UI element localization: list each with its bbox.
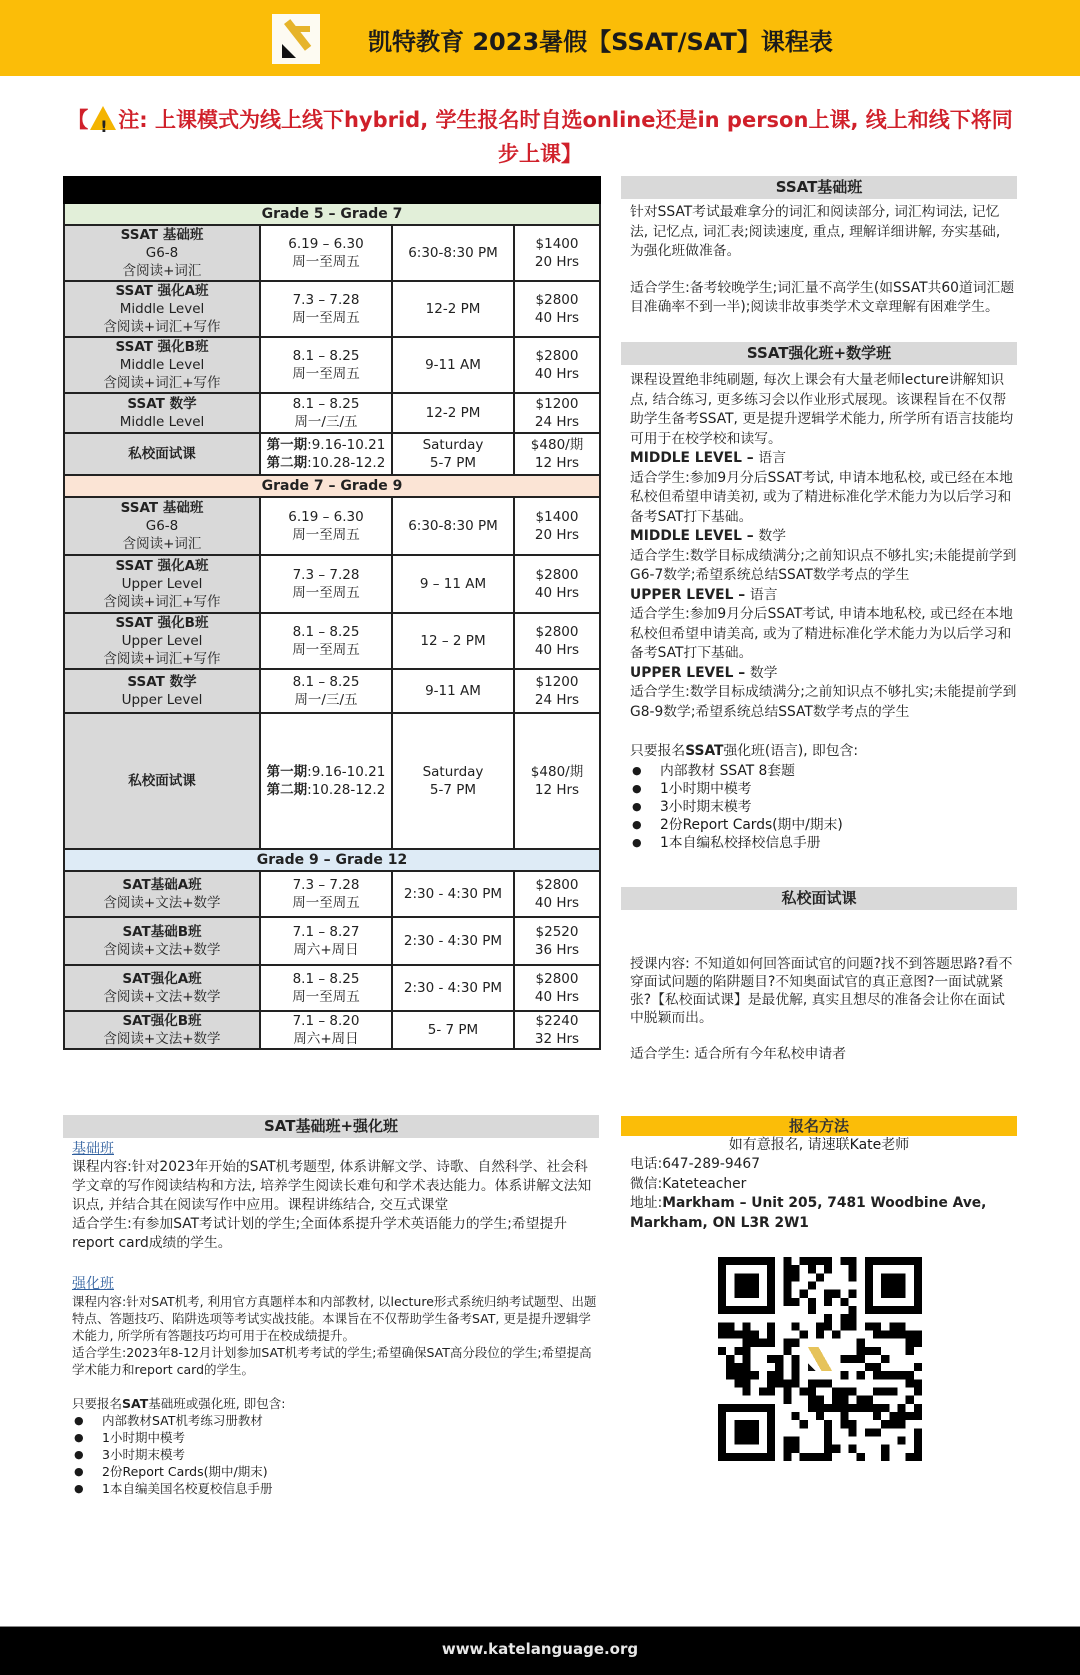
course-name-cell: SSAT 强化A班 Middle Level 含阅读+词汇+写作 bbox=[64, 281, 260, 337]
dates-cell: 8.1 – 8.25 周一/三/五 bbox=[260, 393, 392, 433]
grade-header-row bbox=[64, 203, 600, 225]
list-item: ● 3小时期末模考 bbox=[630, 798, 1017, 816]
table-row bbox=[64, 713, 600, 849]
kate-logo-icon bbox=[272, 14, 320, 64]
wechat-row: 微信:Kateteacher bbox=[630, 1175, 747, 1192]
course-name-cell: SSAT 基础班 G6-8 含阅读+词汇 bbox=[64, 225, 260, 281]
time-cell: Saturday 5-7 PM bbox=[392, 713, 514, 849]
table-row bbox=[64, 281, 600, 337]
section-heading: SSAT基础班 bbox=[621, 176, 1017, 199]
level-list bbox=[621, 449, 1017, 722]
section-heading: 私校面试课 bbox=[621, 887, 1017, 910]
sat-includes-intro: 只要报名SAT基础班或强化班, 即包含: bbox=[72, 1396, 286, 1411]
grade-header-row bbox=[64, 475, 600, 497]
ssat-basic-desc: 针对SSAT考试最难拿分的词汇和阅读部分, 词汇构词法, 记忆法, 记忆点, 词汇表;阅读速度, 重点, 理解详细讲解, 夯实基础, 为强化班做准备。 bbox=[630, 204, 1001, 259]
sat-includes-list bbox=[63, 1412, 599, 1497]
time-cell: 2:30 - 4:30 PM bbox=[392, 871, 514, 917]
ssat-advanced-section bbox=[621, 342, 1017, 852]
notice-text: 注: 上课模式为线上线下hybrid, 学生报名时自选online还是in person上课, 线上和线下将同步上课】 bbox=[118, 108, 1013, 166]
dates-cell: 7.3 – 7.28 周一至周五 bbox=[260, 281, 392, 337]
level-block: UPPER LEVEL – 语言 适合学生:参加9月分后SSAT考试, 申请本地私校, 或已经在本地私校但希望申请美高, 或为了精进标准化学术能力为以后学习和备考SAT打下基础。 bbox=[630, 586, 1013, 661]
section-heading: SAT基础班+强化班 bbox=[63, 1115, 599, 1138]
grade-label: Grade 7 – Grade 9 bbox=[64, 475, 600, 497]
course-name-cell: SAT基础B班 含阅读+文法+数学 bbox=[64, 917, 260, 965]
course-name-cell: SSAT 数学 Upper Level bbox=[64, 669, 260, 713]
price-cell: $1400 20 Hrs bbox=[514, 225, 600, 281]
dates-cell: 6.19 – 6.30 周一至周五 bbox=[260, 225, 392, 281]
dates-cell: 8.1 – 8.25 周一/三/五 bbox=[260, 669, 392, 713]
wechat-id[interactable]: Kateteacher bbox=[662, 1175, 747, 1192]
table-row bbox=[64, 497, 600, 555]
dates-cell: 8.1 – 8.25 周一至周五 bbox=[260, 613, 392, 669]
price-cell: $2800 40 Hrs bbox=[514, 281, 600, 337]
price-cell: $2800 40 Hrs bbox=[514, 871, 600, 917]
time-cell: 2:30 - 4:30 PM bbox=[392, 917, 514, 965]
time-cell: Saturday 5-7 PM bbox=[392, 433, 514, 475]
list-item: ● 1本自编私校择校信息手册 bbox=[630, 834, 1017, 852]
time-cell: 6:30-8:30 PM bbox=[392, 497, 514, 555]
notice-bracket: 【 bbox=[67, 108, 89, 132]
table-row bbox=[64, 669, 600, 713]
course-name-cell: SSAT 基础班 G6-8 含阅读+词汇 bbox=[64, 497, 260, 555]
time-cell: 12-2 PM bbox=[392, 393, 514, 433]
dates-cell: 第一期:9.16-10.21 第二期:10.28-12.2 bbox=[260, 713, 392, 849]
qr-code-icon bbox=[718, 1257, 922, 1461]
interview-suitable: 适合学生: 适合所有今年私校申请者 bbox=[630, 1046, 846, 1062]
list-item: ● 1小时期中模考 bbox=[72, 1429, 599, 1446]
time-cell: 12-2 PM bbox=[392, 281, 514, 337]
includes-intro: 只要报名SSAT强化班(语言), 即包含: bbox=[630, 743, 859, 759]
course-name-cell: SAT基础A班 含阅读+文法+数学 bbox=[64, 871, 260, 917]
sat-basic-suitable: 适合学生:有参加SAT考试计划的学生;全面体系提升学术英语能力的学生;希望提升report card成绩的学生。 bbox=[72, 1216, 568, 1251]
signup-intro: 如有意报名, 请速联Kate老师 bbox=[728, 1137, 910, 1153]
table-row bbox=[64, 613, 600, 669]
table-row bbox=[64, 917, 600, 965]
dates-cell: 7.1 – 8.20 周六+周日 bbox=[260, 1011, 392, 1049]
list-item: ● 1本自编美国名校夏校信息手册 bbox=[72, 1480, 599, 1497]
table-row bbox=[64, 871, 600, 917]
ssat-basic-suitable: 适合学生:备考较晚学生;词汇量不高学生(如SSAT共60道词汇题目准确率不到一半);阅读非故事类学术文章理解有困难学生。 bbox=[630, 279, 1015, 315]
course-name-cell: SAT强化B班 含阅读+文法+数学 bbox=[64, 1011, 260, 1049]
ssat-includes-list bbox=[621, 762, 1017, 852]
level-block: MIDDLE LEVEL – 数学 适合学生:数学目标成绩满分;之前知识点不够扎实;未能提前学到G6-7数学;希望系统总结SSAT数学考点的学生 bbox=[630, 528, 1017, 583]
ssat-basic-section bbox=[621, 176, 1017, 318]
price-cell: $1200 24 Hrs bbox=[514, 393, 600, 433]
grade-label: Grade 5 – Grade 7 bbox=[64, 203, 600, 225]
course-name-cell: 私校面试课 bbox=[64, 713, 260, 849]
phone-row: 电话:647-289-9467 bbox=[630, 1156, 760, 1172]
price-cell: $2240 32 Hrs bbox=[514, 1011, 600, 1049]
interview-section bbox=[621, 887, 1017, 1065]
price-cell: $480/期 12 Hrs bbox=[514, 433, 600, 475]
section-heading: SSAT强化班+数学班 bbox=[621, 342, 1017, 365]
level-block: MIDDLE LEVEL – 语言 适合学生:参加9月分后SSAT考试, 申请本地私校, 或已经在本地私校但希望申请美初, 或为了精进标准化学术能力为以后学习和备考SAT打下基础。 bbox=[630, 450, 1013, 525]
course-name-cell: SSAT 强化B班 Upper Level 含阅读+词汇+写作 bbox=[64, 613, 260, 669]
ssat-advanced-desc: 课程设置绝非纯刷题, 每次上课会有大量老师lecture讲解知识点, 结合练习, 更多练习会以作业形式展现。该课程旨在不仅帮助学生备考SSAT, 更是提升逻辑学术能力, 所学所有语言技能均可用于在校学校和读写。 bbox=[630, 372, 1014, 447]
price-cell: $2520 36 Hrs bbox=[514, 917, 600, 965]
price-cell: $2800 40 Hrs bbox=[514, 613, 600, 669]
phone-number[interactable]: 647-289-9467 bbox=[662, 1156, 760, 1172]
level-block: UPPER LEVEL – 数学 适合学生:数学目标成绩满分;之前知识点不够扎实;未能提前学到G8-9数学;希望系统总结SSAT数学考点的学生 bbox=[630, 664, 1017, 720]
time-cell: 6:30-8:30 PM bbox=[392, 225, 514, 281]
table-row bbox=[64, 225, 600, 281]
list-item: ● 1小时期中模考 bbox=[630, 780, 1017, 798]
signup-section bbox=[621, 1116, 1017, 1233]
dates-cell: 7.3 – 7.28 周一至周五 bbox=[260, 871, 392, 917]
course-name-cell: SSAT 强化B班 Middle Level 含阅读+词汇+写作 bbox=[64, 337, 260, 393]
list-item: ● 2份Report Cards(期中/期末) bbox=[630, 816, 1017, 834]
price-cell: $2800 40 Hrs bbox=[514, 555, 600, 613]
time-cell: 12 – 2 PM bbox=[392, 613, 514, 669]
warning-icon bbox=[90, 106, 116, 130]
page-title: 凯特教育 2023暑假【SSAT/SAT】课程表 bbox=[368, 28, 833, 56]
time-cell: 9-11 AM bbox=[392, 669, 514, 713]
address-row-2: Markham, ON L3R 2W1 bbox=[630, 1214, 809, 1231]
course-name-cell: SSAT 强化A班 Upper Level 含阅读+词汇+写作 bbox=[64, 555, 260, 613]
course-name-cell: 私校面试课 bbox=[64, 433, 260, 475]
list-item: ● 2份Report Cards(期中/期末) bbox=[72, 1463, 599, 1480]
dates-cell: 7.3 – 7.28 周一至周五 bbox=[260, 555, 392, 613]
schedule-table bbox=[63, 176, 601, 1050]
course-name-cell: SSAT 数学 Middle Level bbox=[64, 393, 260, 433]
table-row bbox=[64, 337, 600, 393]
table-row bbox=[64, 555, 600, 613]
section-heading: 报名方法 bbox=[621, 1116, 1017, 1136]
price-cell: $2800 40 Hrs bbox=[514, 965, 600, 1011]
price-cell: $2800 40 Hrs bbox=[514, 337, 600, 393]
price-cell: $1200 24 Hrs bbox=[514, 669, 600, 713]
table-row bbox=[64, 1011, 600, 1049]
list-item: ● 内部教材 SSAT 8套题 bbox=[630, 762, 1017, 780]
sat-advanced-link[interactable]: 强化班 bbox=[72, 1276, 114, 1292]
sat-advanced-suitable: 适合学生:2023年8-12月计划参加SAT机考考试的学生;希望确保SAT高分段位的学生;希望提高学术能力和report card的学生。 bbox=[72, 1345, 592, 1377]
grade-header-row bbox=[64, 849, 600, 871]
list-item: ● 3小时期末模考 bbox=[72, 1446, 599, 1463]
table-row bbox=[64, 965, 600, 1011]
dates-cell: 6.19 – 6.30 周一至周五 bbox=[260, 497, 392, 555]
table-row bbox=[64, 393, 600, 433]
footer-bar bbox=[0, 1626, 1080, 1675]
grade-label: Grade 9 – Grade 12 bbox=[64, 849, 600, 871]
price-cell: $480/期 12 Hrs bbox=[514, 713, 600, 849]
sat-basic-link[interactable]: 基础班 bbox=[72, 1141, 114, 1157]
sat-advanced-desc: 课程内容:针对SAT机考, 利用官方真题样本和内部教材, 以lecture形式系统归纳考试题型、出题特点、答题技巧、陷阱选项等考试实战技能。本课旨在不仅帮助学生备考SAT, 更是提升逻辑学术能力, 所学所有答题技巧均可用于在校成绩提升。 bbox=[72, 1294, 597, 1343]
interview-desc: 授课内容: 不知道如何回答面试官的问题?找不到答题思路?看不穿面试问题的陷阱题目?不知奥面试官的真正意图?一面试就紧张?【私校面试课】是最优解, 真实且想尽的准备会让你在面试中脱颖而出。 bbox=[630, 956, 1013, 1026]
hybrid-notice bbox=[60, 103, 1020, 171]
time-cell: 2:30 - 4:30 PM bbox=[392, 965, 514, 1011]
price-cell: $1400 20 Hrs bbox=[514, 497, 600, 555]
course-name-cell: SAT强化A班 含阅读+文法+数学 bbox=[64, 965, 260, 1011]
list-item: ● 内部教材SAT机考练习册教材 bbox=[72, 1412, 599, 1429]
dates-cell: 第一期:9.16-10.21 第二期:10.28-12.2 bbox=[260, 433, 392, 475]
time-cell: 5- 7 PM bbox=[392, 1011, 514, 1049]
table-row bbox=[64, 433, 600, 475]
header-banner bbox=[0, 0, 1080, 76]
dates-cell: 8.1 – 8.25 周一至周五 bbox=[260, 337, 392, 393]
dates-cell: 8.1 – 8.25 周一至周五 bbox=[260, 965, 392, 1011]
time-cell: 9-11 AM bbox=[392, 337, 514, 393]
table-header-bar bbox=[64, 177, 600, 203]
time-cell: 9 – 11 AM bbox=[392, 555, 514, 613]
wechat-qr-code[interactable] bbox=[718, 1257, 922, 1461]
website-link[interactable]: www.katelanguage.org bbox=[441, 1640, 639, 1658]
sat-section bbox=[63, 1115, 599, 1497]
address-row: 地址:Markham – Unit 205, 7481 Woodbine Ave, bbox=[630, 1195, 987, 1211]
sat-basic-desc: 课程内容:针对2023年开始的SAT机考题型, 体系讲解文学、诗歌、自然科学、社会科学文章的写作阅读结构和方法, 培养学生阅读长难句和学术表达能力。体系讲解文法知识点, 并结合其在阅读写作中应用。课程讲练结合, 交互式课堂 bbox=[72, 1159, 592, 1213]
dates-cell: 7.1 – 8.27 周六+周日 bbox=[260, 917, 392, 965]
